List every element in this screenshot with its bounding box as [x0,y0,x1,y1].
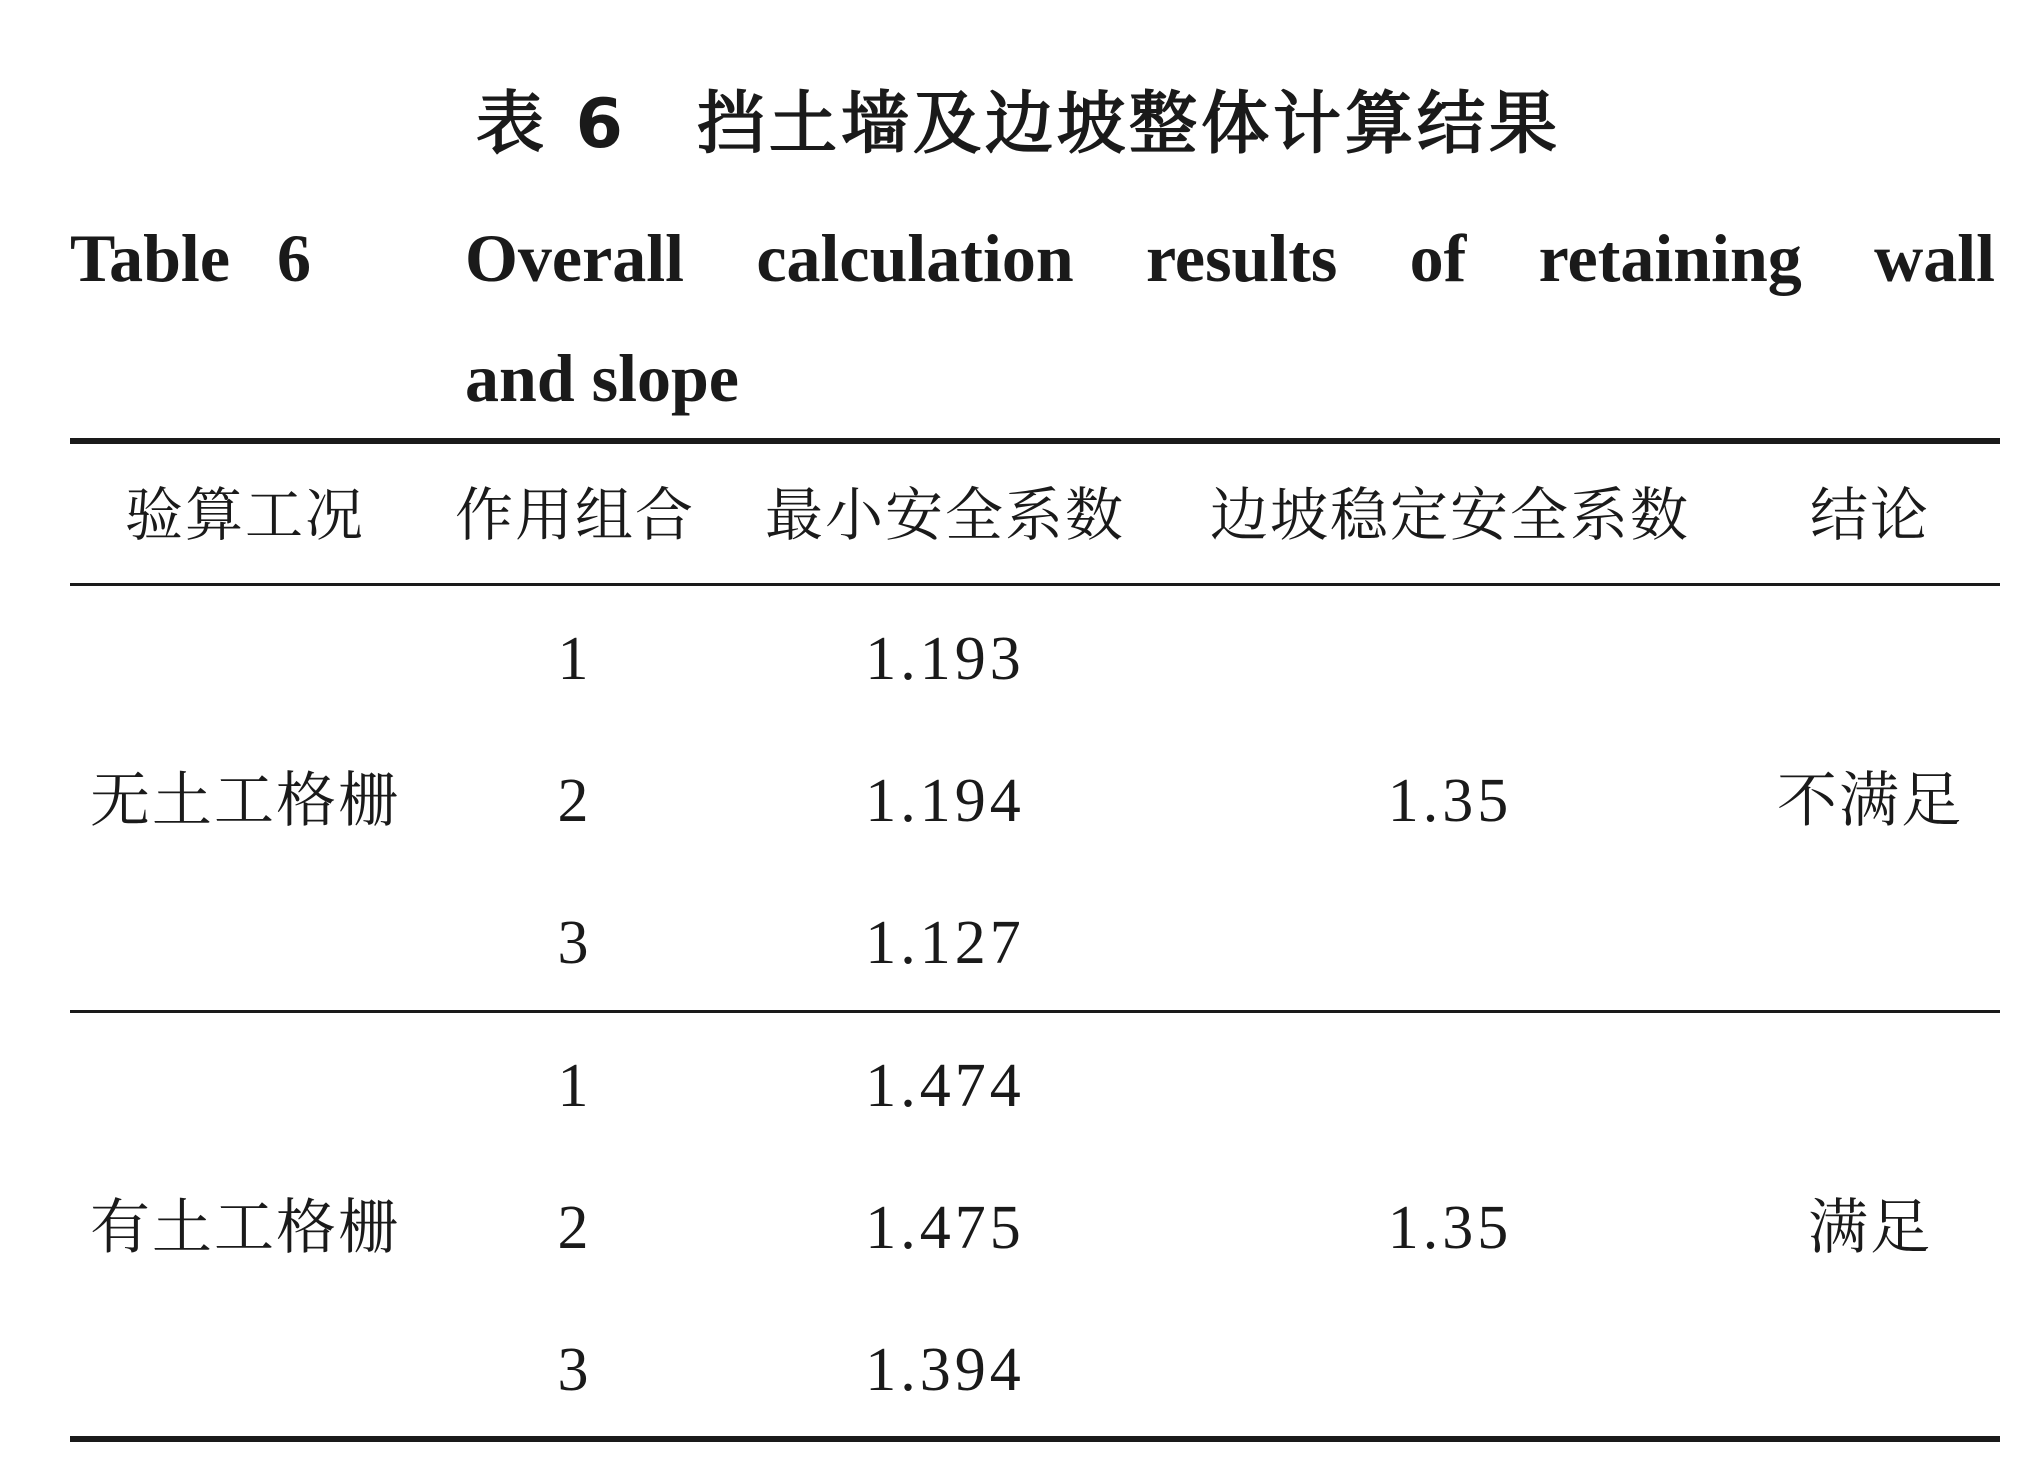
group-slope-factor: 1.35 [1387,1194,1513,1262]
header-combination: 作用组合 [454,481,695,549]
table-top-rule [70,438,2000,444]
table-group-divider [70,1010,2000,1013]
caption-en-label: Table 6 [70,220,312,296]
table-caption-cn [0,80,2037,170]
table-bottom-rule [70,1436,2000,1442]
row-min-factor: 1.475 [865,1194,1025,1262]
table-header-rule [70,583,2000,586]
group-conclusion: 满足 [1808,1193,1932,1263]
row-min-factor: 1.474 [865,1052,1025,1120]
group-slope-factor: 1.35 [1387,767,1513,835]
group-condition: 无土工格栅 [90,766,400,836]
caption-cn-label: 表 6 [475,85,627,164]
caption-en-text-line1: Overall calculation results of retaining wall [465,220,1995,296]
row-combination: 3 [557,909,593,977]
row-min-factor: 1.127 [865,909,1025,977]
group-condition: 有土工格栅 [90,1193,400,1263]
caption-cn-text: 挡土墙及边坡整体计算结果 [696,85,1561,164]
row-combination: 2 [557,767,593,835]
header-min-safety-factor: 最小安全系数 [764,481,1125,549]
header-slope-stability-factor: 边坡稳定安全系数 [1209,481,1690,549]
header-condition: 验算工况 [124,481,365,549]
row-min-factor: 1.194 [865,767,1025,835]
row-combination: 2 [557,1194,593,1262]
row-min-factor: 1.394 [865,1336,1025,1404]
header-conclusion: 结论 [1809,481,1930,549]
group-conclusion: 不满足 [1777,766,1963,836]
row-min-factor: 1.193 [865,625,1025,693]
row-combination: 3 [557,1336,593,1404]
row-combination: 1 [557,625,593,693]
row-combination: 1 [557,1052,593,1120]
caption-en-text-line2: and slope [465,340,739,416]
